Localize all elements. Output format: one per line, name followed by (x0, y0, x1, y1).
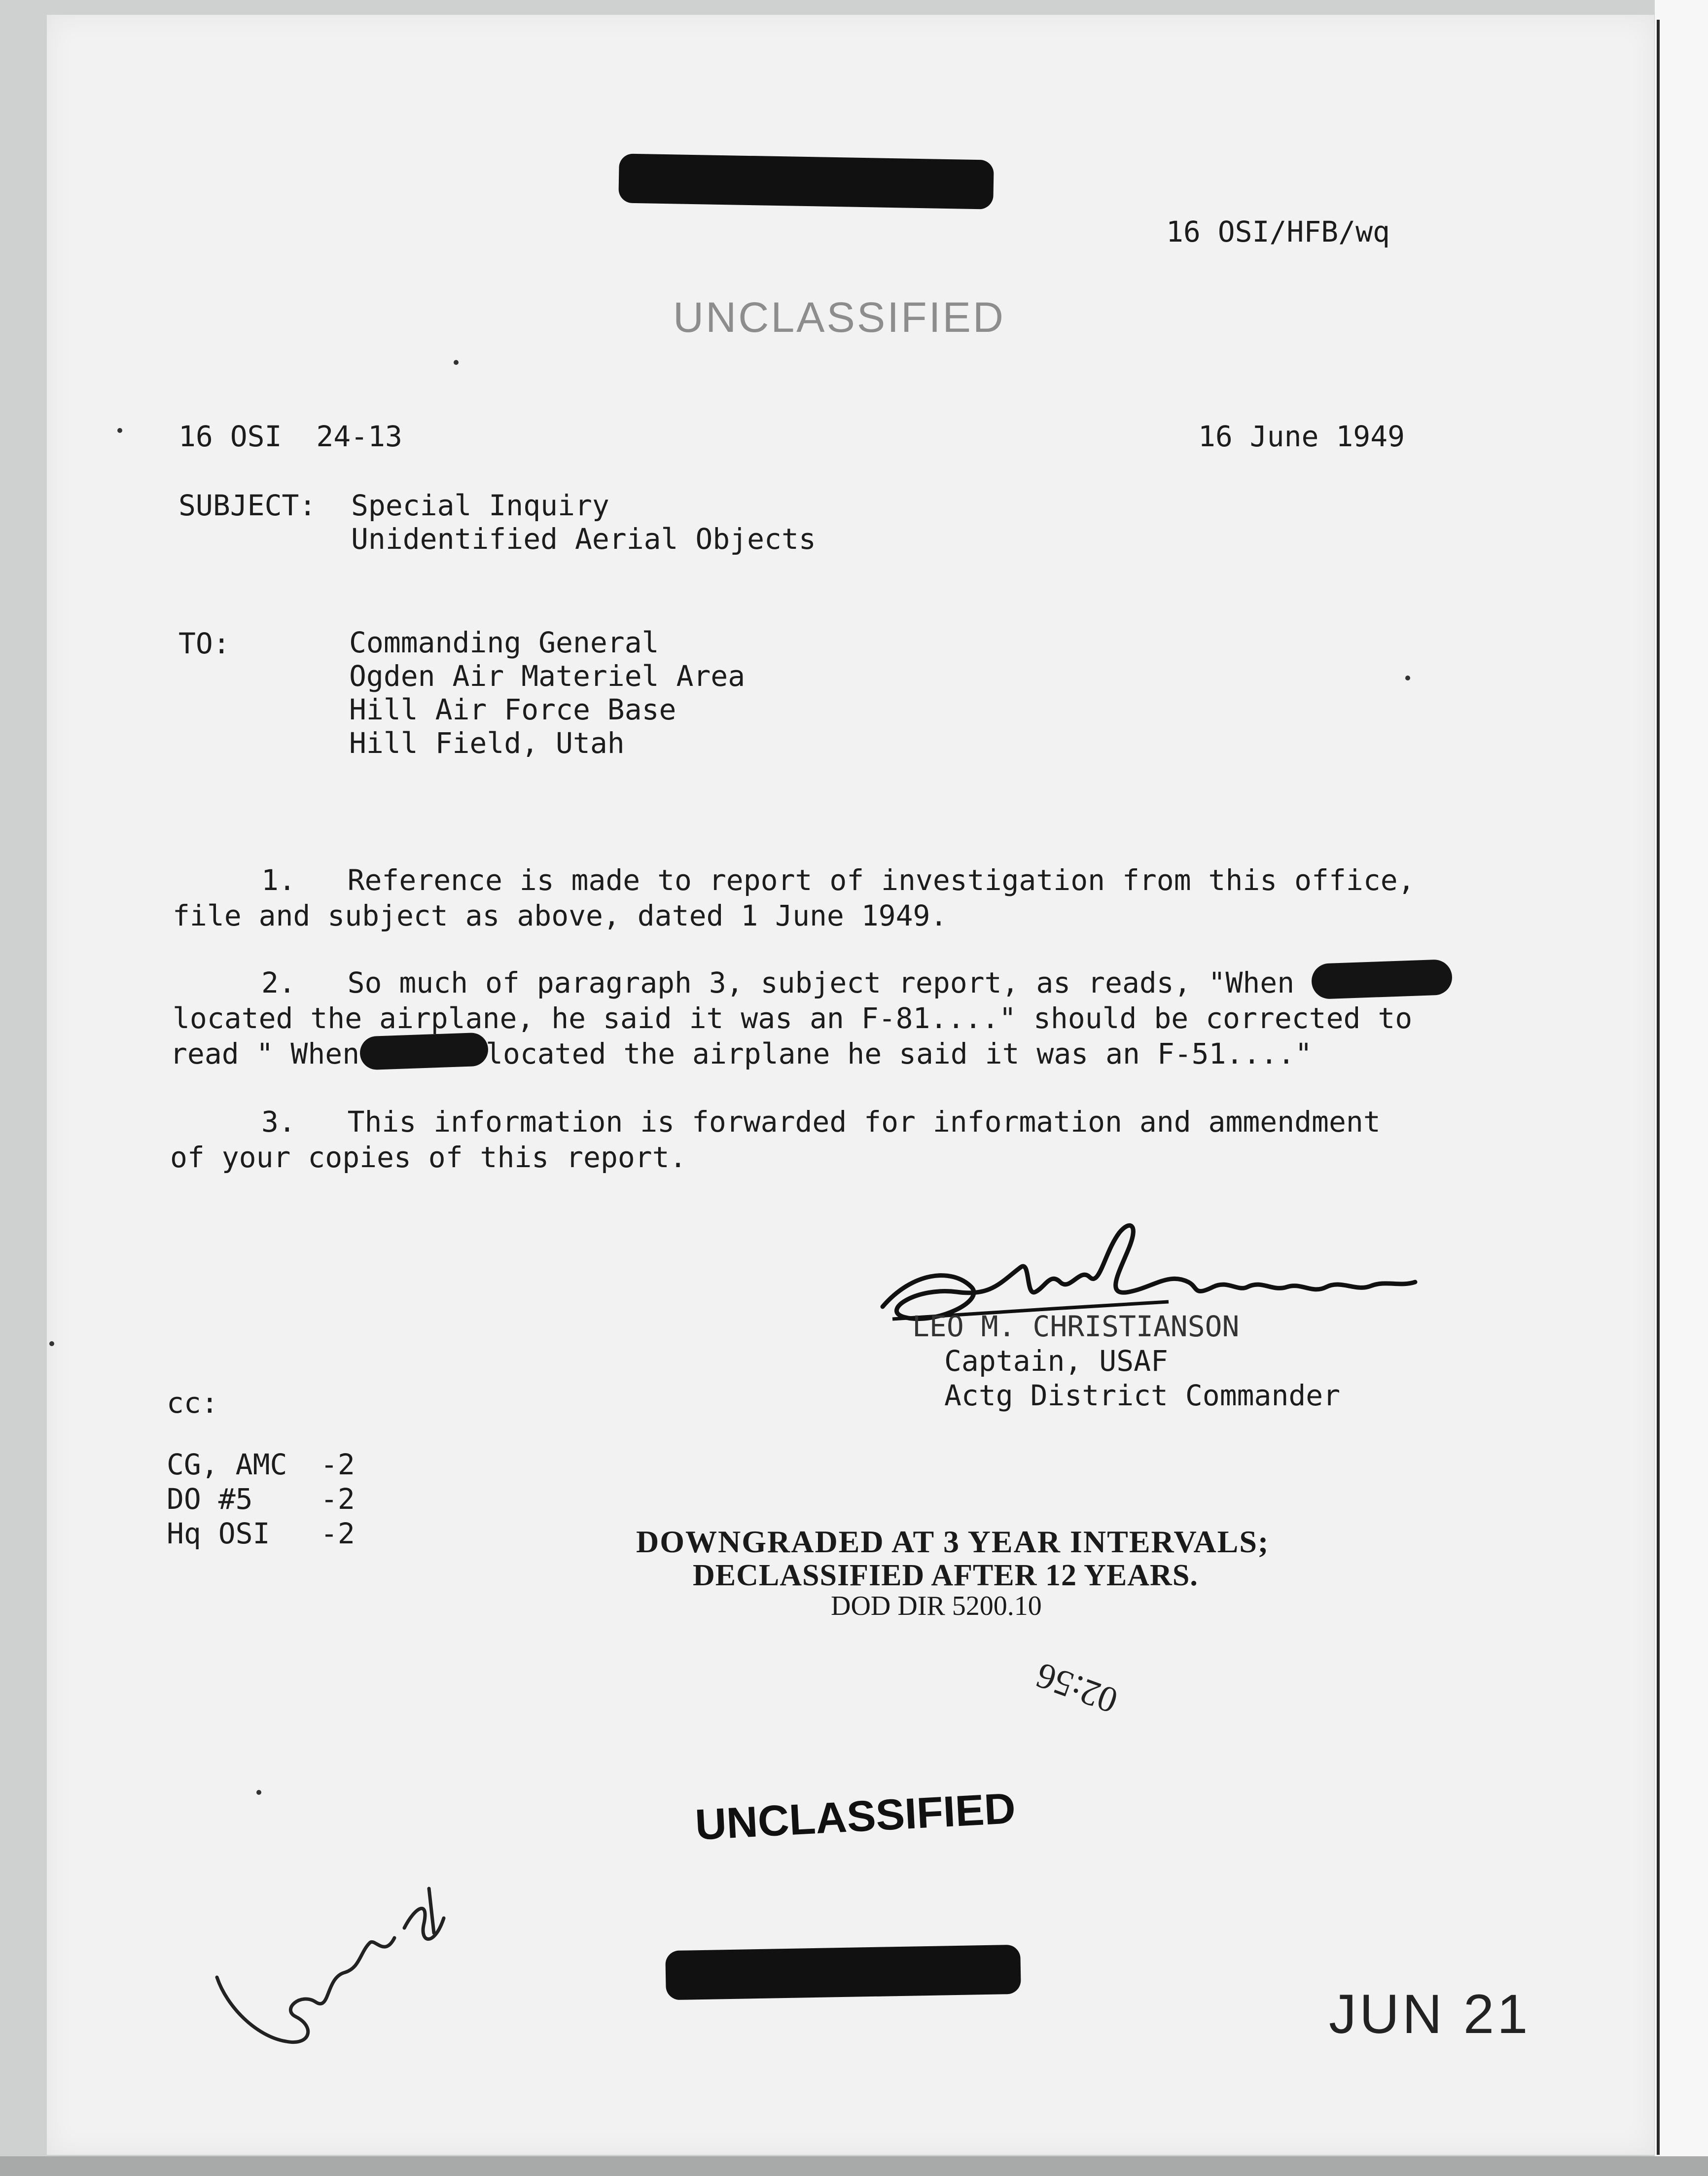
speck (256, 1790, 261, 1795)
handwritten-mark (197, 1879, 454, 2066)
speck (1405, 676, 1410, 680)
subject-label: SUBJECT: (178, 489, 317, 522)
signatory-name: LEO M. CHRISTIANSON (912, 1310, 1240, 1343)
redaction-bar-top (618, 153, 994, 209)
paragraph-1-line-1: 1. Reference is made to report of investigation from this office, (261, 863, 1415, 897)
redaction-name-1 (1311, 959, 1453, 999)
classification-stamp-bottom: UNCLASSIFIED (694, 1784, 1017, 1849)
downgrade-stamp-line-1: DOWNGRADED AT 3 YEAR INTERVALS; (636, 1524, 1270, 1559)
rotated-number-mark: 02:56 (1031, 1654, 1123, 1721)
paragraph-3-line-2: of your copies of this report. (170, 1141, 687, 1174)
paragraph-1-line-2: file and subject as above, dated 1 June 1949. (173, 899, 948, 932)
downgrade-stamp-line-3: DOD DIR 5200.10 (831, 1591, 1042, 1621)
paragraph-2-line-3b: located the airplane he said it was an F-51...." (486, 1037, 1313, 1070)
speck (454, 360, 459, 365)
address-line-3: Hill Air Force Base (349, 693, 676, 726)
downgrade-stamp-line-2: DECLASSIFIED AFTER 12 YEARS. (693, 1559, 1198, 1592)
page-edge-right (1655, 0, 1708, 2176)
file-number: 16 OSI 24-13 (178, 420, 402, 453)
to-label: TO: (178, 627, 230, 660)
cc-copies-2: -2 (320, 1482, 355, 1516)
cc-copies-1: -2 (320, 1448, 355, 1481)
address-line-4: Hill Field, Utah (349, 726, 625, 760)
paragraph-2-line-2: located the airplane, he said it was an F-81...." should be corrected to (173, 1001, 1413, 1035)
signatory-title: Actg District Commander (944, 1379, 1341, 1412)
page-edge-line (1657, 20, 1660, 2155)
page-edge-bottom (0, 2156, 1708, 2176)
paragraph-2-line-1: 2. So much of paragraph 3, subject report, as reads, "When (261, 966, 1295, 999)
cc-recipient-1: CG, AMC (167, 1448, 287, 1481)
subject-line-2: Unidentified Aerial Objects (351, 522, 816, 556)
speck (117, 428, 122, 433)
file-reference-top: 16 OSI/HFB/wq (1166, 215, 1390, 249)
cc-copies-3: -2 (320, 1517, 355, 1550)
paragraph-3-line-1: 3. This information is forwarded for information and ammendment (261, 1105, 1381, 1139)
classification-stamp-faint: UNCLASSIFIED (673, 294, 1006, 341)
received-date-stamp: JUN 21 (1329, 1983, 1531, 2045)
speck (49, 1341, 54, 1346)
signatory-rank: Captain, USAF (944, 1344, 1168, 1378)
document-date: 16 June 1949 (1198, 420, 1405, 453)
address-line-1: Commanding General (349, 626, 659, 659)
cc-recipient-2: DO #5 (167, 1482, 253, 1516)
cc-label: cc: (167, 1386, 218, 1420)
paragraph-2-line-3a: read " When (170, 1037, 360, 1070)
subject-line-1: Special Inquiry (351, 489, 609, 522)
address-line-2: Ogden Air Materiel Area (349, 659, 746, 693)
cc-recipient-3: Hq OSI (167, 1517, 270, 1550)
redaction-bar-bottom (665, 1945, 1021, 2000)
redaction-name-2 (359, 1032, 489, 1070)
